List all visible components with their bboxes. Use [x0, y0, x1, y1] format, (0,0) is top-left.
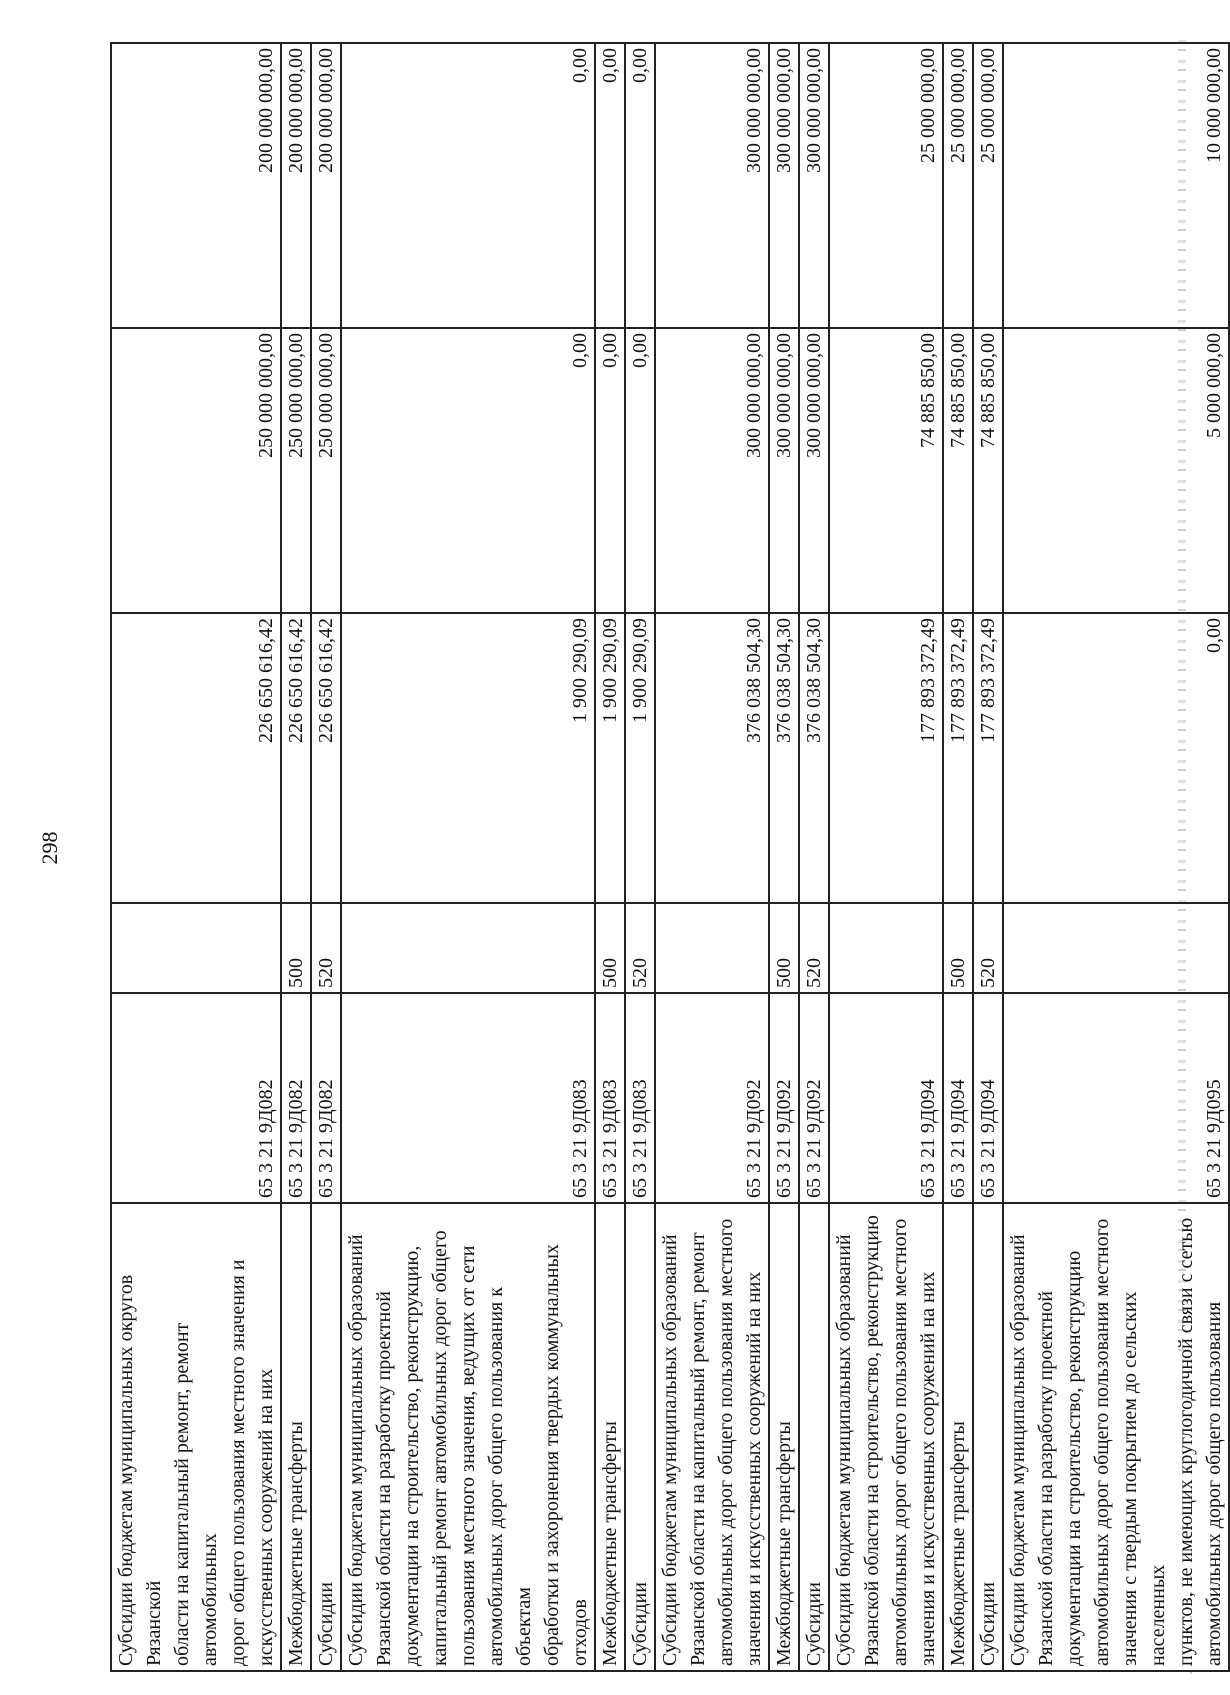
target-code: 65 3 21 9Д094: [973, 993, 1003, 1203]
amount-year-2: 250 000 000,00: [311, 328, 341, 613]
amount-year-3: 0,00: [595, 43, 625, 328]
amount-year-3: 300 000 000,00: [799, 43, 829, 328]
expense-type: 520: [799, 903, 829, 993]
expense-type: [341, 903, 595, 993]
amount-year-3: 200 000 000,00: [111, 43, 281, 328]
target-code: 65 3 21 9Д082: [311, 993, 341, 1203]
table-row: [1003, 43, 1229, 1671]
expense-type: 520: [625, 903, 655, 993]
expense-type: 500: [595, 903, 625, 993]
expense-type: 520: [311, 903, 341, 993]
amount-year-1: 1 900 290,09: [625, 613, 655, 903]
amount-year-1: 226 650 616,42: [311, 613, 341, 903]
amount-year-2: 74 885 850,00: [973, 328, 1003, 613]
table-row: [111, 43, 281, 1671]
table-row: [595, 43, 625, 1671]
target-code: 65 3 21 9Д094: [829, 993, 943, 1203]
row-name: Межбюджетные трансферты: [595, 1203, 625, 1671]
table-row: [341, 43, 595, 1671]
target-code: 65 3 21 9Д094: [943, 993, 973, 1203]
expense-type: [829, 903, 943, 993]
row-name: Межбюджетные трансферты: [281, 1203, 311, 1671]
amount-year-2: 0,00: [625, 328, 655, 613]
target-code: 65 3 21 9Д082: [111, 993, 281, 1203]
table-row: [655, 43, 769, 1671]
row-name: Субсидии: [799, 1203, 829, 1671]
expense-type: 520: [973, 903, 1003, 993]
amount-year-3: 0,00: [341, 43, 595, 328]
table-row: [943, 43, 973, 1671]
page-number: 298: [37, 831, 62, 865]
row-name: Субсидии бюджетам муниципальных образований Рязанской области на разработку проектной документации на строительство, реконструкцию автомобильных дорог общего пользования местного значения с твердым покрытием до сельских населенных пунктов, не имеющих круглогодичной связи с сетью автомобильных дорог общего пользования: [1003, 1203, 1229, 1671]
row-name: Межбюджетные трансферты: [943, 1203, 973, 1671]
amount-year-3: 300 000 000,00: [769, 43, 799, 328]
amount-year-2: 74 885 850,00: [829, 328, 943, 613]
table-row: [973, 43, 1003, 1671]
row-name: Субсидии бюджетам муниципальных округов Рязанской области на капитальный ремонт, ремонт автомобильных дорог общего пользования местного значения и искусственных сооружений на них: [111, 1203, 281, 1671]
expense-type: [111, 903, 281, 993]
row-name: Субсидии: [973, 1203, 1003, 1671]
table-row: [311, 43, 341, 1671]
target-code: 65 3 21 9Д095: [1003, 993, 1229, 1203]
expense-type: 500: [281, 903, 311, 993]
rotated-table-container: [110, 44, 1225, 1672]
amount-year-1: 376 038 504,30: [799, 613, 829, 903]
budget-table: [110, 42, 1230, 1672]
amount-year-3: 300 000 000,00: [655, 43, 769, 328]
amount-year-1: 226 650 616,42: [111, 613, 281, 903]
expense-type: 500: [943, 903, 973, 993]
amount-year-3: 10 000 000,00: [1003, 43, 1229, 328]
table-row: [769, 43, 799, 1671]
target-code: 65 3 21 9Д092: [799, 993, 829, 1203]
amount-year-2: 300 000 000,00: [799, 328, 829, 613]
amount-year-3: 200 000 000,00: [281, 43, 311, 328]
row-name: Субсидии: [311, 1203, 341, 1671]
amount-year-2: 5 000 000,00: [1003, 328, 1229, 613]
expense-type: [655, 903, 769, 993]
amount-year-3: 200 000 000,00: [311, 43, 341, 328]
target-code: 65 3 21 9Д092: [769, 993, 799, 1203]
table-row: [281, 43, 311, 1671]
amount-year-3: 0,00: [625, 43, 655, 328]
amount-year-1: 0,00: [1003, 613, 1229, 903]
amount-year-3: 25 000 000,00: [943, 43, 973, 328]
target-code: 65 3 21 9Д083: [625, 993, 655, 1203]
amount-year-2: 0,00: [595, 328, 625, 613]
amount-year-1: 177 893 372,49: [943, 613, 973, 903]
amount-year-2: 300 000 000,00: [655, 328, 769, 613]
expense-type: 500: [769, 903, 799, 993]
amount-year-1: 177 893 372,49: [973, 613, 1003, 903]
amount-year-2: 250 000 000,00: [281, 328, 311, 613]
amount-year-2: 250 000 000,00: [111, 328, 281, 613]
amount-year-1: 1 900 290,09: [595, 613, 625, 903]
amount-year-2: 74 885 850,00: [943, 328, 973, 613]
amount-year-1: 177 893 372,49: [829, 613, 943, 903]
table-row: [625, 43, 655, 1671]
target-code: 65 3 21 9Д083: [341, 993, 595, 1203]
row-name: Субсидии: [625, 1203, 655, 1671]
amount-year-1: 376 038 504,30: [655, 613, 769, 903]
amount-year-1: 226 650 616,42: [281, 613, 311, 903]
amount-year-1: 1 900 290,09: [341, 613, 595, 903]
row-name: Субсидии бюджетам муниципальных образований Рязанской области на разработку проектной документации на строительство, реконструкцию, капитальный ремонт автомобильных дорог общего пользования местного значения, ведущих от сети автомобильных дорог общего пользования к объектам обработки и захоронения твердых коммунальных отходов: [341, 1203, 595, 1671]
target-code: 65 3 21 9Д083: [595, 993, 625, 1203]
row-name: Субсидии бюджетам муниципальных образований Рязанской области на капитальный ремонт, ремонт автомобильных дорог общего пользования местного значения и искусственных сооружений на них: [655, 1203, 769, 1671]
table-row: [829, 43, 943, 1671]
amount-year-3: 25 000 000,00: [829, 43, 943, 328]
table-row: [799, 43, 829, 1671]
target-code: 65 3 21 9Д082: [281, 993, 311, 1203]
amount-year-1: 376 038 504,30: [769, 613, 799, 903]
row-name: Межбюджетные трансферты: [769, 1203, 799, 1671]
target-code: 65 3 21 9Д092: [655, 993, 769, 1203]
row-name: Субсидии бюджетам муниципальных образований Рязанской области на строительство, реконструкцию автомобильных дорог общего пользования местного значения и искусственных сооружений на них: [829, 1203, 943, 1671]
amount-year-3: 25 000 000,00: [973, 43, 1003, 328]
expense-type: [1003, 903, 1229, 993]
amount-year-2: 0,00: [341, 328, 595, 613]
amount-year-2: 300 000 000,00: [769, 328, 799, 613]
